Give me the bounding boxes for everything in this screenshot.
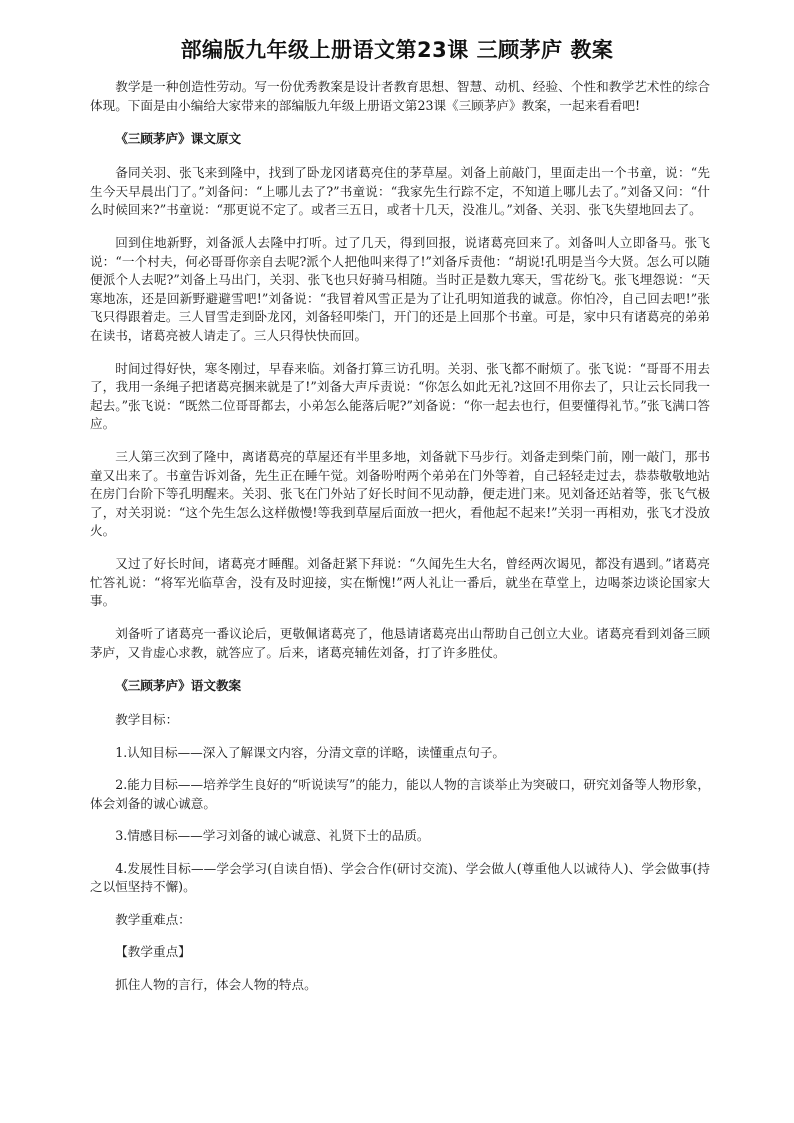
page-title: 部编版九年级上册语文第23课 三顾茅庐 教案 (180, 38, 614, 62)
document-body (90, 78, 710, 1008)
story-paragraph-5: 又过了好长时间，诸葛亮才睡醒。刘备赶紧下拜说：“久闻先生大名，曾经两次谒见，都没有遇到。”诸葛亮忙答礼说：“将军光临草舍，没有及时迎接，实在惭愧!”两人礼让一番后，就坐在草堂上，边喝茶边谈论国家大事。 (90, 556, 710, 608)
section-heading-lesson-plan: 《三顾茅庐》语文教案 (115, 677, 242, 693)
story-paragraph-2: 回到住地新野，刘备派人去隆中打听。过了几天，得到回报，说诸葛亮回来了。刘备叫人立即备马。张飞说：“一个村夫，何必哥哥你亲自去呢?派个人把他叫来得了!”刘备斥责他：“胡说!孔明是当今大贤。怎么可以随便派个人去呢?”刘备上马出门，关羽、张飞也只好骑马相随。当时正是数九寒天，雪花纷飞。张飞埋怨说：“天寒地冻，还是回新野避避雪吧!”刘备说：“我冒着风雪正是为了让孔明知道我的诚意。你怕冷，自己回去吧!”张飞只得跟着走。三人冒雪走到卧龙冈，刘备轻叩柴门，开门的还是上回那个书童。可是，家中只有诸葛亮的弟弟在读书，诸葛亮被人请走了。三人只得快快而回。 (90, 235, 710, 343)
story-paragraph-6: 刘备听了诸葛亮一番议论后，更敬佩诸葛亮了，他恳请诸葛亮出山帮助自己创立大业。诸葛亮看到刘备三顾茅庐，又肯虚心求教，就答应了。后来，诸葛亮辅佐刘备，打了许多胜仗。 (90, 626, 710, 660)
goal-item-2: 2.能力目标——培养学生良好的“听说读写”的能力，能以人物的言谈举止为突破口，研究刘备等人物形象，体会刘备的诚心诚意。 (90, 777, 710, 811)
teaching-goals-label: 教学目标： (115, 712, 179, 727)
section-heading-original-text: 《三顾茅庐》课文原文 (115, 130, 242, 146)
story-paragraph-4: 三人第三次到了隆中，离诸葛亮的草屋还有半里多地，刘备就下马步行。刘备走到柴门前，刚一敲门，那书童又出来了。书童告诉刘备，先生正在睡午觉。刘备吩咐两个弟弟在门外等着，自己轻轻走过去，恭恭敬敬地站在房门台阶下等孔明醒来。关羽、张飞在门外站了好长时间不见动静，便走进门来。见刘备还站着等，张飞气极了，对关羽说：“这个先生怎么这样傲慢!等我到草屋后面放一把火，看他起不起来!”关羽一再相劝，张飞才没放火。 (90, 449, 710, 538)
teaching-focus-text: 抓住人物的言行，体会人物的特点。 (115, 976, 317, 992)
goal-item-3: 3.情感目标——学习刘备的诚心诚意、礼贤下士的品质。 (115, 828, 430, 843)
goal-item-4: 4.发展性目标——学会学习(自读自悟)、学会合作(研讨交流)、学会做人(尊重他人以诚待人)、学会做事(持之以恒坚持不懈)。 (90, 860, 710, 894)
teaching-focus-label: 【教学重点】 (115, 944, 191, 959)
goal-item-1: 1.认知目标——深入了解课文内容，分清文章的详略，读懂重点句子。 (115, 744, 506, 760)
story-paragraph-1: 备同关羽、张飞来到隆中，找到了卧龙冈诸葛亮住的茅草屋。刘备上前敲门，里面走出一个书童，说：“先生今天早晨出门了。”刘备问：“上哪儿去了?”书童说：“我家先生行踪不定，不知道上哪儿去了。”刘备又问：“什么时候回来?”书童说：“那更说不定了。或者三五日，或者十几天，没准儿。”刘备、关羽、张飞失望地回去了。 (90, 165, 710, 217)
story-paragraph-3: 时间过得好快，寒冬刚过，早春来临。刘备打算三访孔明。关羽、张飞都不耐烦了。张飞说：“哥哥不用去了，我用一条绳子把诸葛亮捆来就是了!”刘备大声斥责说：“你怎么如此无礼?这回不用你去了，只让云长同我一起去。”张飞说：“既然二位哥哥都去，小弟怎么能落后呢?”刘备说：“你一起去也行，但要懂得礼节。”张飞满口答应。 (90, 360, 710, 431)
intro-paragraph: 教学是一种创造性劳动。写一份优秀教案是设计者教育思想、智慧、动机、经验、个性和教学艺术性的综合体现。下面是由小编给大家带来的部编版九年级上册语文第23课《三顾茅庐》教案，一起来看看吧! (90, 79, 710, 113)
key-difficult-points-label: 教学重难点： (115, 911, 191, 927)
